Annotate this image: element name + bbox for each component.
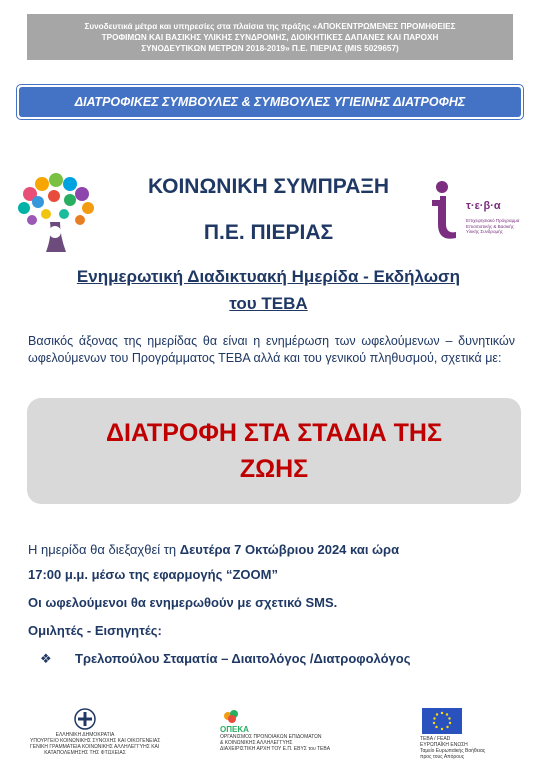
teba-mark-icon bbox=[430, 180, 466, 242]
sms-notice: Οι ωφελούμενοι θα ενημερωθούν με σχετικό SMS. bbox=[28, 595, 338, 610]
project-banner-line-1: Συνοδευτικά μέτρα και υπηρεσίες στα πλαίσια της πράξης «ΑΠΟΚΕΝΤΡΩΜΕΝΕΣ ΠΡΟΜΗΘΕΙΕΣ bbox=[84, 21, 456, 31]
footer-ministry bbox=[30, 708, 161, 756]
footer-opeka-line: ΟΡΓΑΝΙΣΜΟΣ ΠΡΟΝΟΙΑΚΩΝ ΕΠΙΔΟΜΑΤΩΝ bbox=[220, 734, 322, 740]
teba-logo bbox=[430, 180, 530, 256]
footer-ministry-line: ΓΕΝΙΚΗ ΓΡΑΜΜΑΤΕΙΑ ΚΟΙΝΩΝΙΚΗΣ ΑΛΛΗΛΕΓΓΥΗΣ ΚΑΙ bbox=[30, 744, 160, 750]
footer-opeka bbox=[212, 708, 342, 752]
footer-eu bbox=[420, 708, 500, 760]
opeka-brand: ΟΠΕΚΑ bbox=[220, 725, 249, 734]
section-banner bbox=[16, 84, 524, 120]
footer-opeka-line: ΔΙΑΧΕΙΡΙΣΤΙΚΗ ΑΡΧΗ ΤΟΥ Ε.Π. ΕΒΥΣ του ΤΕΒΑ bbox=[220, 746, 331, 752]
footer-eu-line: Ταμείο Ευρωπαϊκής Βοήθειας bbox=[420, 748, 486, 754]
eu-flag-icon bbox=[422, 708, 462, 734]
greek-emblem-icon bbox=[74, 708, 96, 730]
footer-eu-line: ΤΕΒΑ / FEAD bbox=[420, 736, 451, 742]
teba-logo-text: τ·ε·β·α bbox=[466, 200, 501, 212]
footer-ministry-line: ΥΠΟΥΡΓΕΙΟ ΚΟΙΝΩΝΙΚΗΣ ΣΥΝΟΧΗΣ ΚΑΙ ΟΙΚΟΓΕΝΕΙΑΣ bbox=[30, 738, 161, 744]
speakers-label: Ομιλητές - Εισηγητές: bbox=[28, 623, 162, 638]
intro-paragraph: Βασικός άξονας της ημερίδας θα είναι η ενημέρωση των ωφελούμενων – δυνητικών ωφελούμενων του Προγράμματος ΤΕΒΑ αλλά και του γενικού πληθυσμού, σχετικά με: bbox=[28, 334, 515, 365]
topic-line-2: ΖΩΗΣ bbox=[239, 455, 309, 483]
header-title-line-1: ΚΟΙΝΩΝΙΚΗ ΣΥΜΠΡΑΞΗ bbox=[147, 175, 390, 198]
footer-ministry-line: ΕΛΛΗΝΙΚΗ ΔΗΜΟΚΡΑΤΙΑ bbox=[55, 732, 115, 738]
teba-caption-line: Επιχειρησιακό Πρόγραμμα bbox=[466, 218, 520, 223]
project-banner bbox=[27, 14, 513, 60]
header-title-line-2: Π.Ε. ΠΙΕΡΙΑΣ bbox=[203, 221, 334, 244]
speaker-name: Τρελοπούλου Σταματία – Διαιτολόγος /Διατροφολόγος bbox=[75, 651, 411, 666]
event-time-line: 17:00 μ.μ. μέσω της εφαρμογής “ZOOM” bbox=[28, 567, 278, 582]
teba-caption-line: Υλικής Συνδρομής bbox=[466, 229, 503, 234]
topic-line-1: ΔΙΑΤΡΟΦΗ ΣΤΑ ΣΤΑΔΙΑ ΤΗΣ bbox=[106, 419, 442, 447]
topic-box bbox=[27, 398, 521, 504]
teba-logo-caption bbox=[466, 218, 519, 235]
footer-opeka-line: & ΚΟΙΝΩΝΙΚΗΣ ΑΛΛΗΛΕΓΓΥΗΣ bbox=[220, 740, 293, 746]
project-banner-line-2: ΤΡΟΦΙΜΩΝ ΚΑΙ ΒΑΣΙΚΗΣ ΥΛΙΚΗΣ ΣΥΝΔΡΟΜΗΣ, ΔΙΟΙΚΗΤΙΚΕΣ ΔΑΠΑΝΕΣ ΚΑΙ ΠΑΡΟΧΗ bbox=[101, 32, 439, 42]
event-subtitle-line-2: του ΤΕΒΑ bbox=[229, 294, 308, 313]
footer-eu-line: ΕΥΡΩΠΑΪΚΗ ΕΝΩΣΗ bbox=[420, 742, 468, 748]
section-banner-text: ΔΙΑΤΡΟΦΙΚΕΣ ΣΥΜΒΟΥΛΕΣ & ΣΥΜΒΟΥΛΕΣ ΥΓΙΕΙΝΗΣ ΔΙΑΤΡΟΦΗΣ bbox=[19, 87, 521, 117]
opeka-flower-icon bbox=[220, 708, 244, 724]
event-date: Δευτέρα 7 Οκτώβριου 2024 και ώρα bbox=[179, 542, 400, 557]
event-date-line bbox=[28, 542, 399, 557]
footer-ministry-line: ΚΑΤΑΠΟΛΕΜΗΣΗΣ ΤΗΣ ΦΤΩΧΕΙΑΣ bbox=[44, 750, 126, 756]
speaker-bullet-icon: ❖ bbox=[40, 651, 52, 666]
footer-eu-line: προς τους Απόρους bbox=[420, 754, 465, 760]
teba-caption-line: Επισιτιστικής & Βασικής bbox=[466, 223, 514, 229]
project-banner-line-3: ΣΥΝΟΔΕΥΤΙΚΩΝ ΜΕΤΡΩΝ 2018-2019» Π.Ε. ΠΙΕΡΙΑΣ (MIS 5029657) bbox=[141, 43, 399, 53]
event-subtitle-line-1: Ενημερωτική Διαδικτυακή Ημερίδα - Εκδήλωση bbox=[76, 267, 461, 286]
event-date-prefix: Η ημερίδα θα διεξαχθεί τη bbox=[28, 542, 180, 557]
